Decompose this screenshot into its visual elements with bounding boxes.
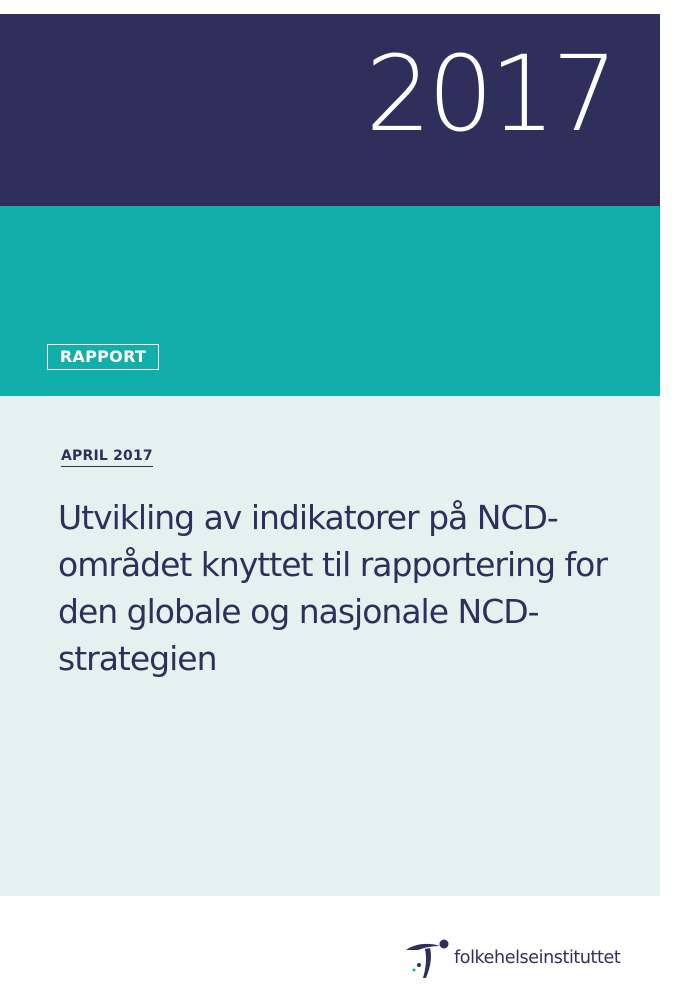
- report-type-label: RAPPORT: [47, 344, 159, 370]
- cover-top-band: [0, 14, 660, 206]
- report-title: Utvikling av indikatorer på NCD-området knyttet til rapportering for den globale og nasjonale NCD-strategien: [58, 498, 607, 678]
- cover-middle-band: [0, 206, 660, 396]
- publication-date: APRIL 2017: [61, 448, 153, 467]
- cover-year: 2017: [365, 33, 614, 155]
- report-cover: [0, 14, 660, 896]
- publisher-logo: [404, 936, 620, 980]
- publisher-name: folkehelseinstituttet: [454, 948, 621, 968]
- cover-bottom-band: [0, 396, 660, 896]
- fhi-logo-icon: [404, 936, 454, 980]
